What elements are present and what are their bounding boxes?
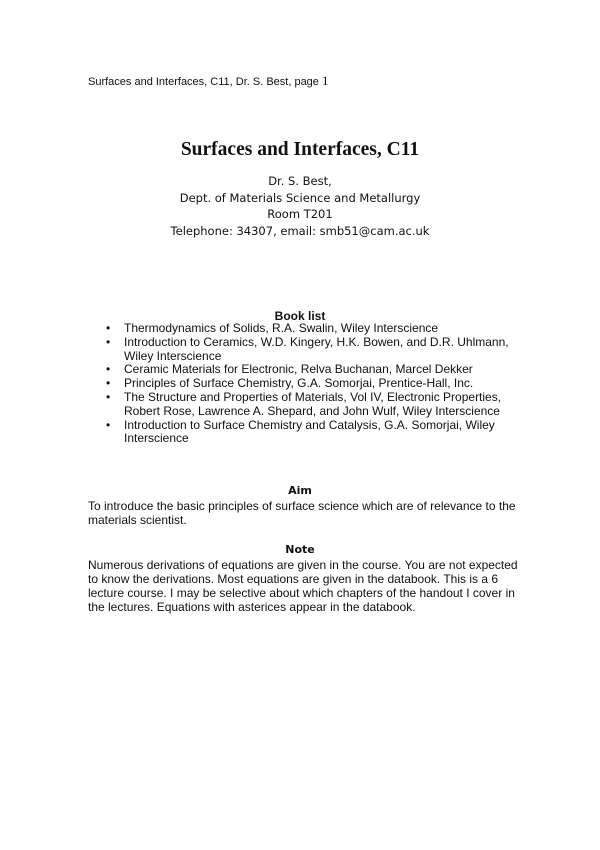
note-text: Numerous derivations of equations are given in the course. You are not expected to know the derivations. Most equations are given in the databook. This is a 6 lecture course. I may be selective about which chapters of the handout I cover in the lectures. Equations with asterices appear in the databook. <box>88 558 518 614</box>
header-text: Surfaces and Interfaces, C11, Dr. S. Best, page <box>88 76 319 88</box>
bullet-icon: • <box>106 362 111 377</box>
aim-text: To introduce the basic principles of surface science which are of relevance to the materials scientist. <box>88 499 516 527</box>
running-header <box>88 73 328 89</box>
author-contact: Telephone: 34307, email: smb51@cam.ac.uk <box>170 224 430 239</box>
bullet-icon: • <box>106 389 111 404</box>
book-list-item: • The Structure and Properties of Materials, Vol IV, Electronic Properties, Robert Rose, Lawrence A. Shepard, and John Wulf, Wiley Interscience <box>106 389 502 418</box>
bullet-icon: • <box>106 334 111 349</box>
book-list-item: • Introduction to Surface Chemistry and Catalysis, G.A. Somorjai, Wiley Interscience <box>106 417 495 446</box>
bullet-icon: • <box>106 376 111 391</box>
book-list-item: • Principles of Surface Chemistry, G.A. Somorjai, Prentice-Hall, Inc. <box>106 376 474 391</box>
book-list <box>88 322 528 446</box>
book-list-heading: Book list <box>274 309 326 323</box>
author-department: Dept. of Materials Science and Metallurgy <box>179 190 421 205</box>
author-room: Room T201 <box>267 207 333 222</box>
author-block <box>0 173 600 240</box>
bullet-icon: • <box>106 321 111 335</box>
book-list-item: • Ceramic Materials for Electronic, Relva Buchanan, Marcel Dekker <box>106 362 473 377</box>
document-title: Surfaces and Interfaces, C11 <box>180 139 420 160</box>
note-heading: Note <box>285 543 315 556</box>
author-name: Dr. S. Best, <box>268 174 332 188</box>
book-list-item: • Thermodynamics of Solids, R.A. Swalin, Wiley Interscience <box>106 321 439 335</box>
aim-heading: Aim <box>288 484 312 497</box>
book-list-item: • Introduction to Ceramics, W.D. Kingery, H.K. Bowen, and D.R. Uhlmann, Wiley Interscience <box>106 334 509 363</box>
bullet-icon: • <box>106 417 111 432</box>
page-number: 1 <box>321 73 329 88</box>
